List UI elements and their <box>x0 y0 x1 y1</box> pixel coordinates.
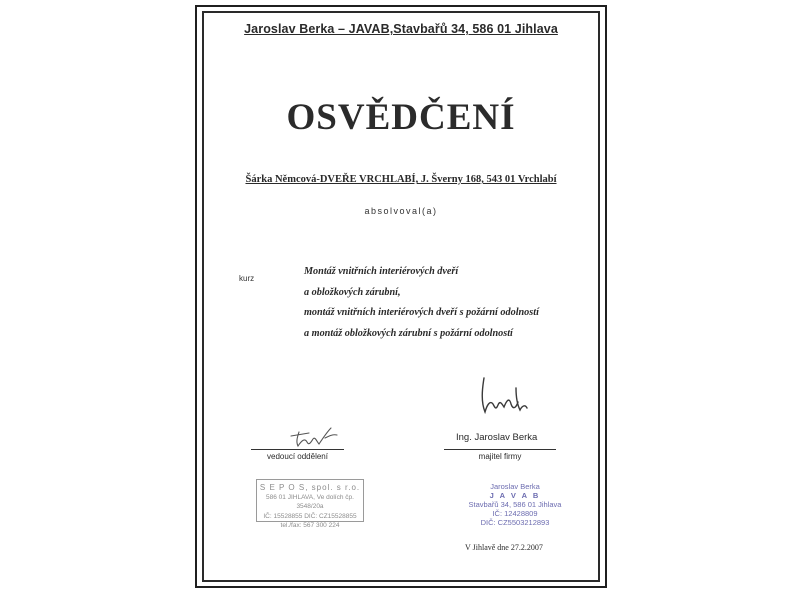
certificate-title: OSVĚDČENÍ <box>286 97 516 138</box>
recipient-line: Šárka Němcová-DVEŘE VRCHLABÍ, J. Šverny 168, 543 01 Vrchlabí <box>245 174 557 185</box>
manager-signature-line <box>251 449 344 450</box>
stamp-line: tel./fax: 567 300 224 <box>280 522 340 529</box>
owner-signature-line <box>444 449 556 450</box>
course-line: a montáž obložkových zárubní s požární odolností <box>304 327 513 339</box>
stamp-line: Stavbařů 34, 586 01 Jihlava <box>468 500 562 509</box>
course-description <box>304 262 594 344</box>
owner-label: majitel firmy <box>478 452 522 461</box>
issuer-header: Jaroslav Berka – JAVAB,Stavbařů 34, 586 01 Jihlava <box>244 22 558 36</box>
manager-label: vedoucí oddělení <box>267 452 328 461</box>
course-line: Montáž vnitřních interiérových dveří <box>304 266 459 277</box>
stamp-line: IČ: 12428809 <box>492 509 538 518</box>
course-line: montáž vnitřních interiérových dveří s požární odolností <box>304 307 539 318</box>
course-line: a obložkových zárubní, <box>304 286 401 298</box>
stamp-line: Jaroslav Berka <box>490 482 540 491</box>
stamp-line: IČ: 15528855 DIČ: CZ15528855 <box>263 512 357 520</box>
completed-label: absolvoval(a) <box>364 206 438 216</box>
stamp-line: 586 01 JIHLAVA, Ve dolích čp. 3548/20a <box>266 493 354 510</box>
stamp-line: J A V A B <box>489 491 541 500</box>
stamp-line: DIČ: CZ5503212893 <box>480 518 550 527</box>
owner-signature <box>476 374 532 420</box>
owner-name: Ing. Jaroslav Berka <box>456 432 538 443</box>
place-and-date: V Jihlavě dne 27.2.2007 <box>465 543 543 552</box>
stamp-line: S E P O S, spol. s r.o. <box>259 483 361 492</box>
company-stamp-sepos <box>256 479 364 529</box>
course-label: kurz <box>239 274 255 283</box>
company-stamp-javab <box>450 482 580 527</box>
manager-signature <box>289 424 345 450</box>
